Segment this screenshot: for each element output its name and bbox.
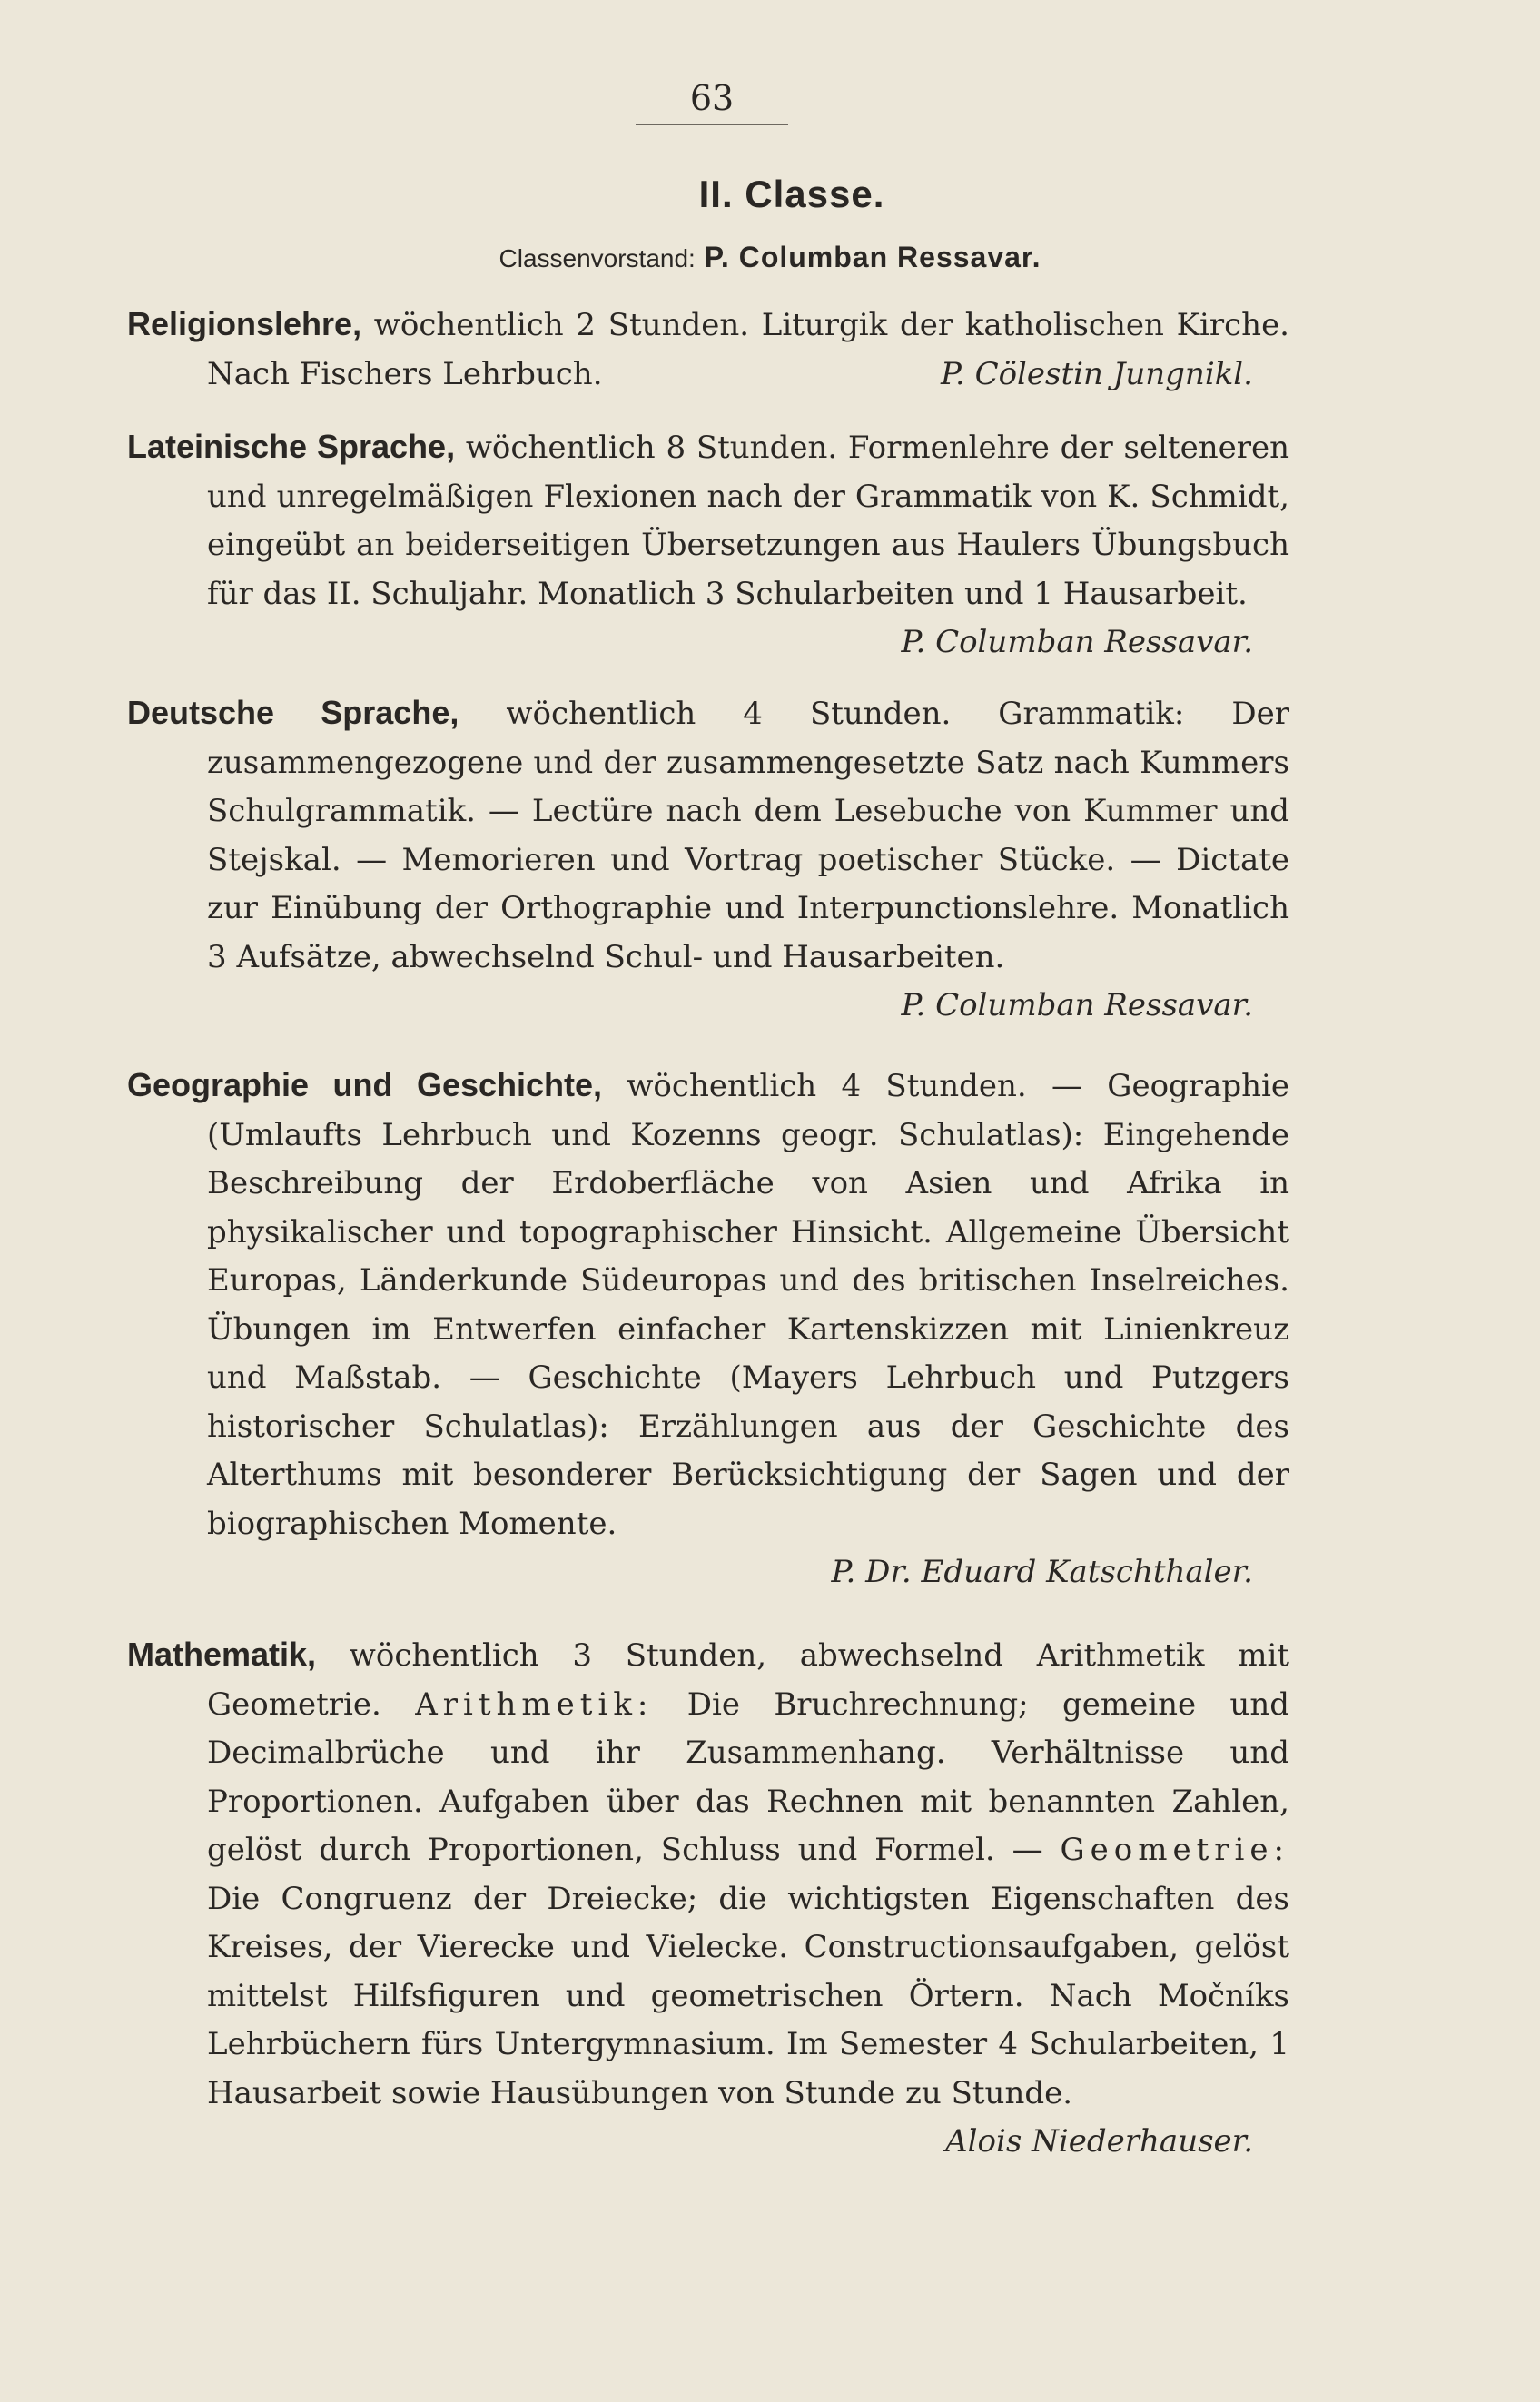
- page-number: 63: [636, 78, 788, 125]
- subject-math: [127, 1630, 1289, 2167]
- subject-religion: [127, 300, 1289, 399]
- subject-paragraph: [127, 422, 1290, 660]
- subject-text: wöchentlich 2 Stunden. Liturgik der katholischen Kirche. Nach Fischers Lehrbuch.: [207, 307, 1289, 392]
- subject-paragraph: [127, 1630, 1289, 2118]
- teacher-signature: P. Columban Ressavar.: [901, 624, 1253, 660]
- subject-paragraph: [127, 688, 1289, 1023]
- subject-paragraph: [127, 300, 1289, 399]
- subject-text: wöchentlich 4 Stunden. Grammatik: Der zusammengezogene und der zusammengesetzte Satz nach Kummers Schulgrammatik. — Lectüre nach dem Lesebuche von Kummer und Stejskal. — Memorieren und Vortrag poetischer Stücke. — Dictate zur Einübung der Orthographie und Interpunctionslehre. Monatlich 3 Aufsätze, abwechselnd Schul- und Hausarbeiten.: [207, 696, 1289, 975]
- geometry-label: Geometrie:: [1060, 1832, 1289, 1868]
- subject-text: Die Congruenz der Dreiecke; die wichtigsten Eigenschaften des Kreises, der Vierecke und Vielecke. Constructionsaufgaben, gelöst mittelst Hilfsfiguren und geometrischen Örtern. Nach Močníks Lehrbüchern fürs Untergymnasium. Im Semester 4 Schularbeiten, 1 Hausarbeit sowie Hausübungen von Stunde zu Stunde.: [207, 1880, 1289, 2111]
- subject-paragraph: [127, 1061, 1289, 1548]
- subject-title: Mathematik,: [127, 1636, 317, 1673]
- subject-title: Religionslehre,: [127, 305, 362, 342]
- teacher-signature: P. Columban Ressavar.: [901, 987, 1253, 1023]
- teacher-signature: P. Dr. Eduard Katschthaler.: [831, 1554, 1253, 1590]
- teacher-signature: P. Cölestin Jungnikl.: [940, 355, 1253, 392]
- teacher-signature: Alois Niederhauser.: [945, 2123, 1253, 2160]
- subject-geography: [127, 1061, 1289, 1597]
- subject-title: Geographie und Geschichte,: [127, 1066, 603, 1103]
- subject-latin: [127, 422, 1289, 667]
- class-teacher-line: [0, 241, 1540, 274]
- subject-text: wöchentlich 3 Stunden, abwechselnd Arithmetik mit Geometrie.: [207, 1637, 1290, 1723]
- subject-text: wöchentlich 4 Stunden. — Geographie (Umlaufts Lehrbuch und Kozenns geogr. Schulatlas): Eingehende Beschreibung der Erdoberfläche von Asien und Afrika in physikalischer und topographischer Hinsicht. Allgemeine Übersicht Europas, Länderkunde Südeuropas und des britischen Inselreiches. Übungen im Entwerfen einfacher Kartenskizzen mit Linienkreuz und Maßstab. — Geschichte (Mayers Lehrbuch und Putzgers historischer Schulatlas): Erzählungen aus der Geschichte des Alterthums mit besonderer Berücksichtigung der Sagen und der biographischen Momente.: [207, 1068, 1289, 1542]
- subject-text: Die Bruchrechnung; gemeine und Decimalbrüche und ihr Zusammenhang. Verhältnisse und Proportionen. Aufgaben über das Rechnen mit benannten Zahlen, gelöst durch Proportionen, Schluss und Formel. —: [207, 1685, 1289, 1868]
- subject-german: [127, 688, 1289, 1031]
- class-teacher-name: P. Columban Ressavar.: [704, 241, 1041, 273]
- subject-title: Lateinische Sprache,: [127, 428, 456, 465]
- subject-text: wöchentlich 8 Stunden. Formenlehre der selteneren und unregelmäßigen Flexionen nach der Grammatik von K. Schmidt, eingeübt an beiderseitigen Übersetzungen aus Haulers Übungsbuch für das II. Schuljahr. Monatlich 3 Schularbeiten und 1 Hausarbeit.: [207, 430, 1290, 612]
- arithmetic-label: Arithmetik:: [415, 1685, 654, 1723]
- class-title: II. Classe.: [698, 173, 885, 215]
- class-teacher-label: Classenvorstand:: [499, 244, 696, 272]
- subject-title: Deutsche Sprache,: [127, 694, 459, 731]
